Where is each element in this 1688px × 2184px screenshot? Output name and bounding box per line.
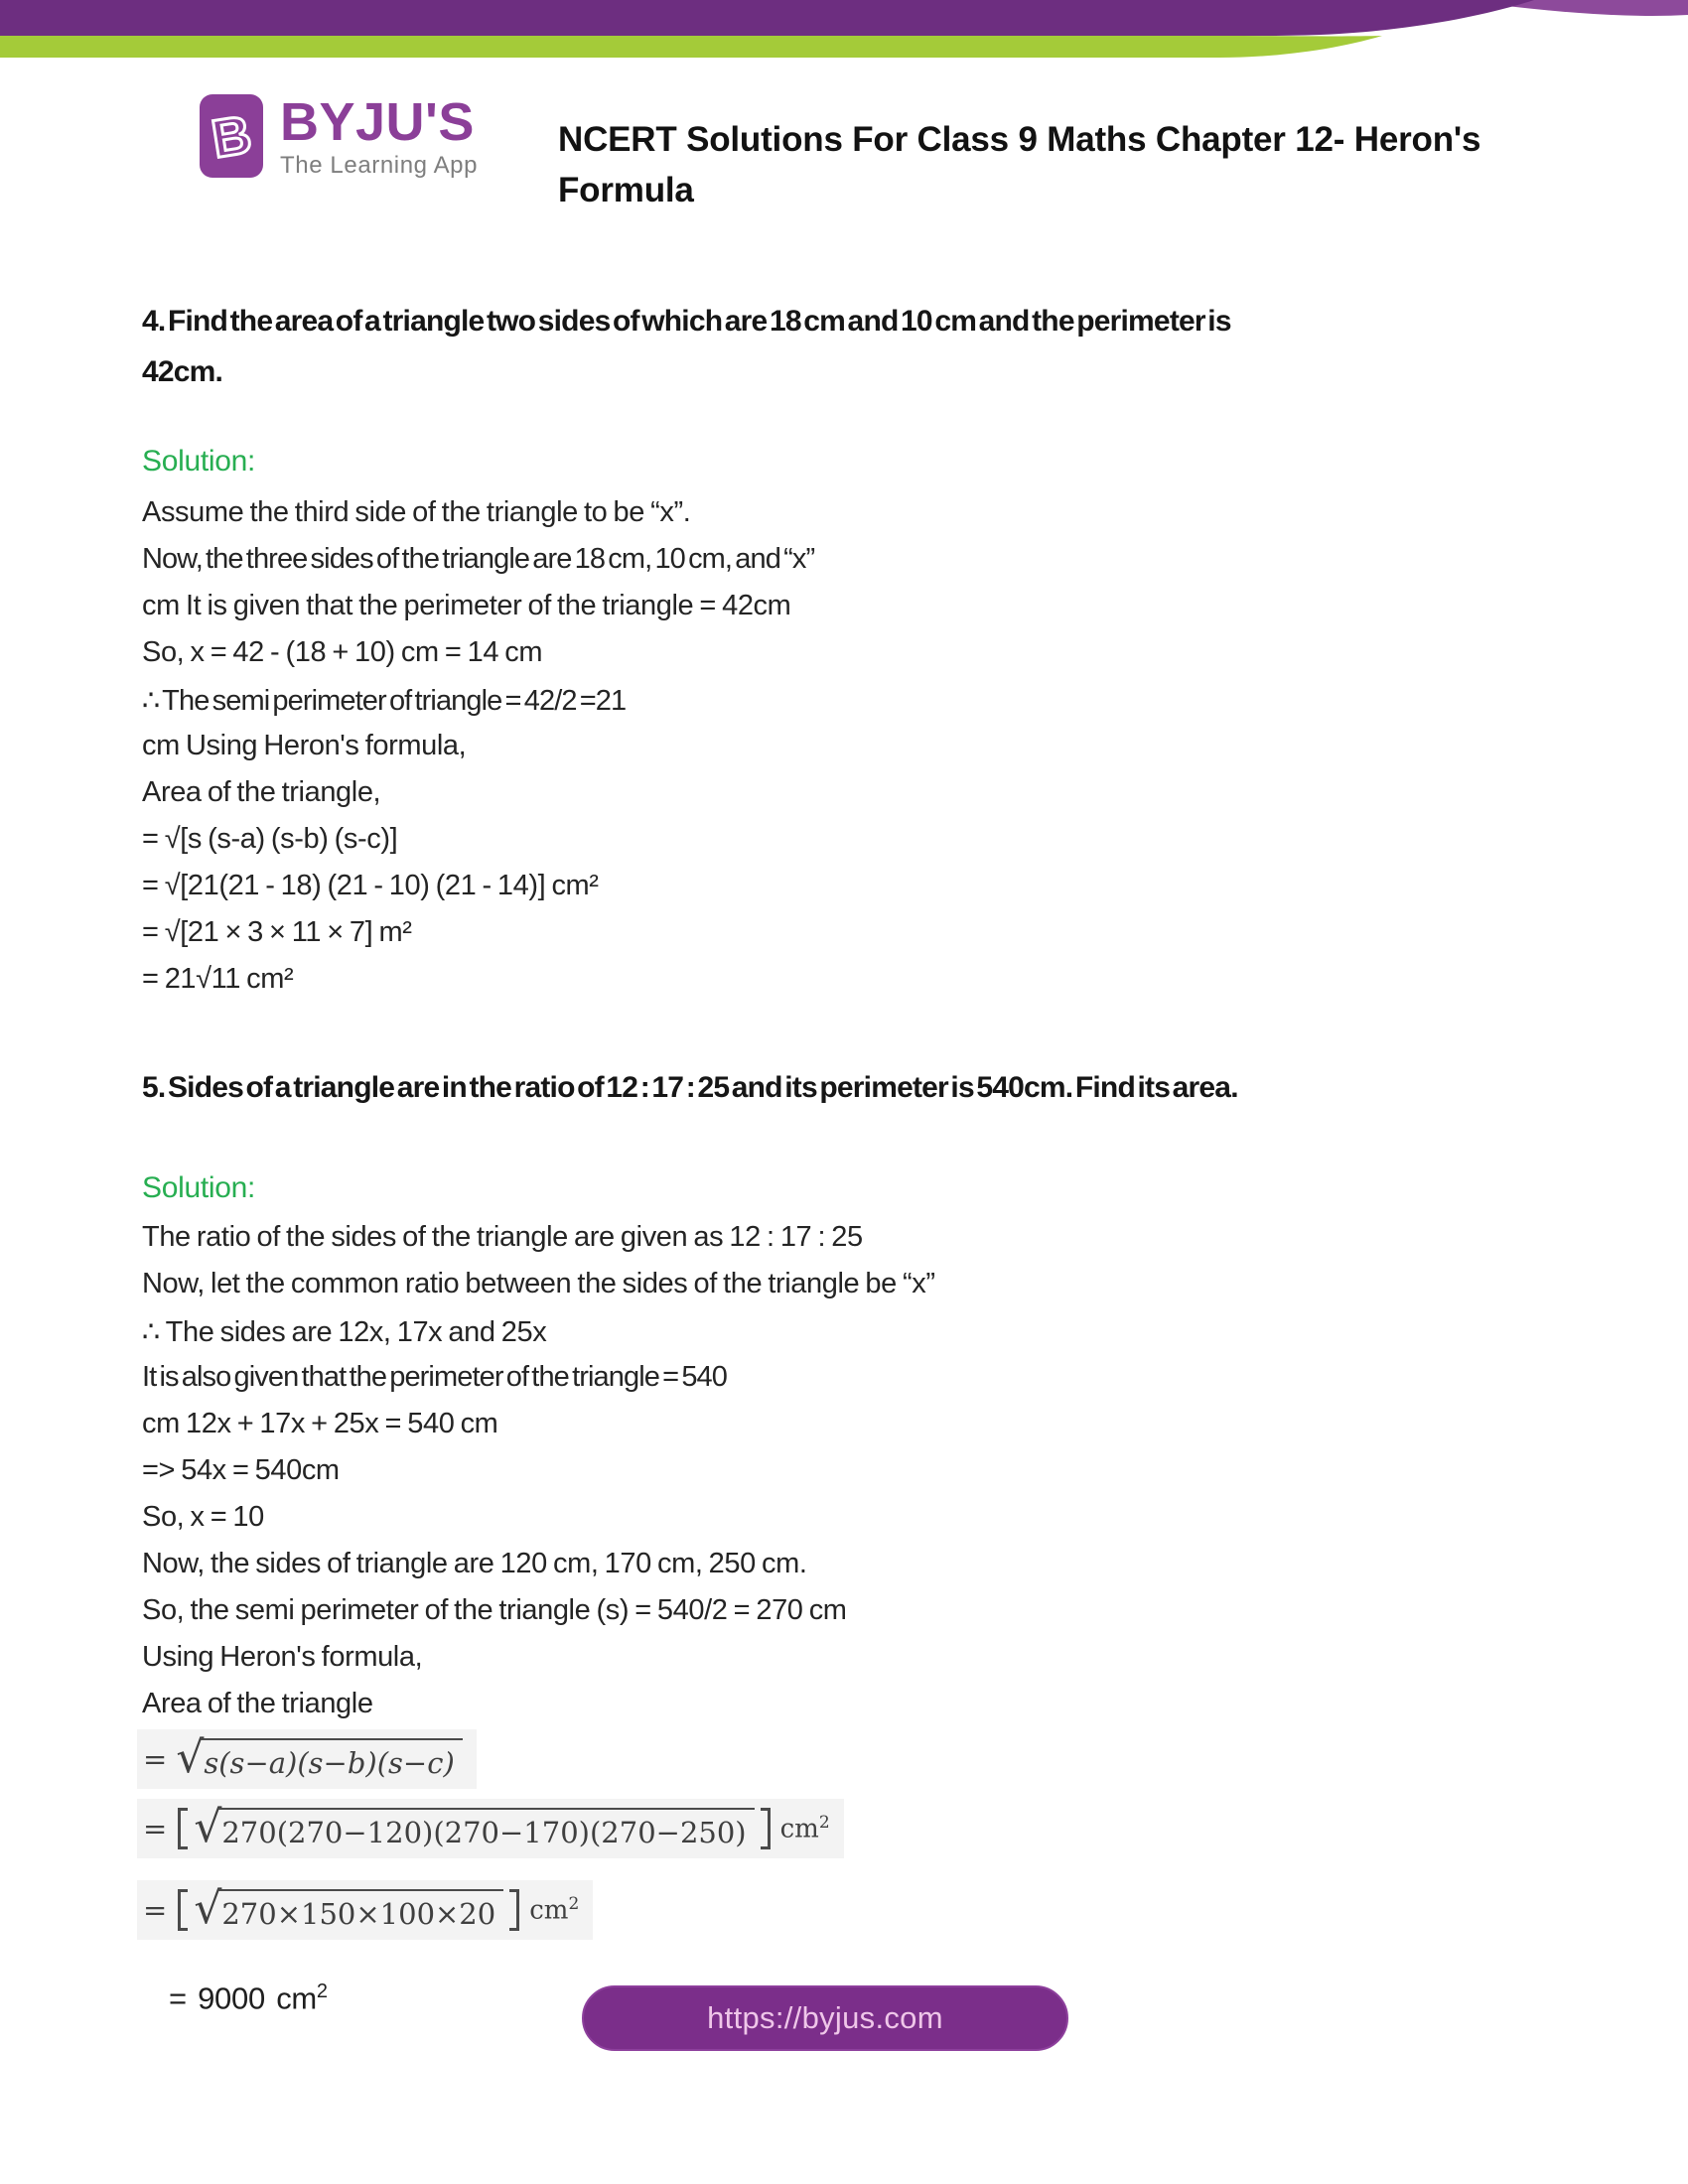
- radical-sign: √: [194, 1883, 222, 1934]
- question-5-heading: 5. Sides of a triangle are in the ratio of 12 : 17 : 25 and its perimeter is 540cm. Find its area.: [142, 1071, 1238, 1104]
- solution-line: cm It is given that the perimeter of the triangle = 42cm: [142, 590, 791, 621]
- solution-line: It is also given that the perimeter of the triangle = 540: [142, 1361, 728, 1393]
- left-bracket: [178, 1808, 188, 1849]
- solution-line: cm 12x + 17x + 25x = 540 cm: [142, 1408, 498, 1439]
- solution-line: So, the semi perimeter of the triangle (s) = 540/2 = 270 cm: [142, 1594, 847, 1626]
- byjus-logo-icon: [199, 93, 264, 179]
- question-4-heading-cont: 42cm.: [142, 355, 223, 388]
- herons-formula-equation: [137, 1729, 477, 1789]
- square-root: [176, 1732, 462, 1783]
- radicand: 270×150×100×20: [218, 1889, 503, 1931]
- solution-line: Now, the three sides of the triangle are 18 cm, 10 cm, and “x”: [142, 543, 815, 575]
- solution-line: = √[21 × 3 × 11 × 7] m²: [142, 916, 412, 948]
- final-answer: = 9000 $cm^2$: [169, 1980, 328, 2016]
- radicand: 270(270−120)(270−170)(270−250): [218, 1808, 754, 1849]
- solution-line: ∴ The semi perimeter of triangle = 42/2 =21: [142, 685, 627, 717]
- page-title-line1: NCERT Solutions For Class 9 Maths Chapter 12- Heron's: [558, 120, 1481, 159]
- solution-line: = √[21(21 - 18) (21 - 10) (21 - 14)] cm²: [142, 870, 599, 901]
- unit-label: $cm^2$: [529, 1894, 580, 1926]
- solution-line: Using Heron's formula,: [142, 1641, 423, 1673]
- header-banner-graphic: [0, 0, 1688, 94]
- radical-sign: √: [194, 1802, 222, 1852]
- substituted-equation: [137, 1799, 844, 1858]
- solution-line: Now, the sides of triangle are 120 cm, 170 cm, 250 cm.: [142, 1548, 807, 1579]
- right-bracket: [761, 1808, 771, 1849]
- byjus-wordmark: BYJU'S: [280, 92, 475, 152]
- square-root: [194, 1883, 503, 1934]
- solution-line: = √[s (s-a) (s-b) (s-c)]: [142, 823, 398, 855]
- header-wave-dark-purple: [0, 0, 1534, 36]
- equals-sign: =: [143, 1893, 168, 1927]
- solution-line: Area of the triangle: [142, 1688, 373, 1719]
- solution-line: So, x = 42 - (18 + 10) cm = 14 cm: [142, 636, 543, 668]
- solution-line: Area of the triangle,: [142, 776, 381, 808]
- page-title: [558, 114, 1650, 215]
- radical-sign: √: [176, 1732, 205, 1783]
- square-root: [194, 1802, 754, 1852]
- left-bracket: [178, 1889, 188, 1931]
- solution-line: Assume the third side of the triangle to be “x”.: [142, 496, 691, 528]
- svg-text:B: B: [208, 104, 256, 170]
- solution-line: Now, let the common ratio between the sides of the triangle be “x”: [142, 1268, 935, 1299]
- solution-line: = 21√11 cm²: [142, 963, 294, 995]
- solution-line: ∴ The sides are 12x, 17x and 25x: [142, 1316, 547, 1348]
- byjus-url-button[interactable]: [582, 1985, 1068, 2051]
- solution-line: cm Using Heron's formula,: [142, 730, 467, 761]
- page-title-line2: Formula: [558, 171, 694, 209]
- byjus-logo: [199, 93, 478, 180]
- solution-line: => 54x = 540cm: [142, 1454, 340, 1486]
- simplified-equation: [137, 1880, 593, 1940]
- unit-label: $cm^2$: [779, 1813, 830, 1844]
- equals-sign: =: [143, 1742, 168, 1776]
- solution-line: So, x = 10: [142, 1501, 264, 1533]
- question-4-heading: 4. Find the area of a triangle two sides of which are 18 cm and 10 cm and the perimeter is: [142, 305, 1231, 338]
- solution-label-q5: Solution:: [142, 1171, 256, 1204]
- radicand: s(s−a)(s−b)(s−c): [201, 1738, 462, 1780]
- header-wave-green: [0, 36, 1382, 58]
- byjus-url-text: https://byjus.com: [707, 2000, 943, 2035]
- byjus-tagline: The Learning App: [280, 152, 479, 179]
- right-bracket: [509, 1889, 519, 1931]
- solution-line: The ratio of the sides of the triangle are given as 12 : 17 : 25: [142, 1221, 863, 1253]
- equals-sign: =: [143, 1812, 168, 1845]
- solution-label-q4: Solution:: [142, 445, 256, 478]
